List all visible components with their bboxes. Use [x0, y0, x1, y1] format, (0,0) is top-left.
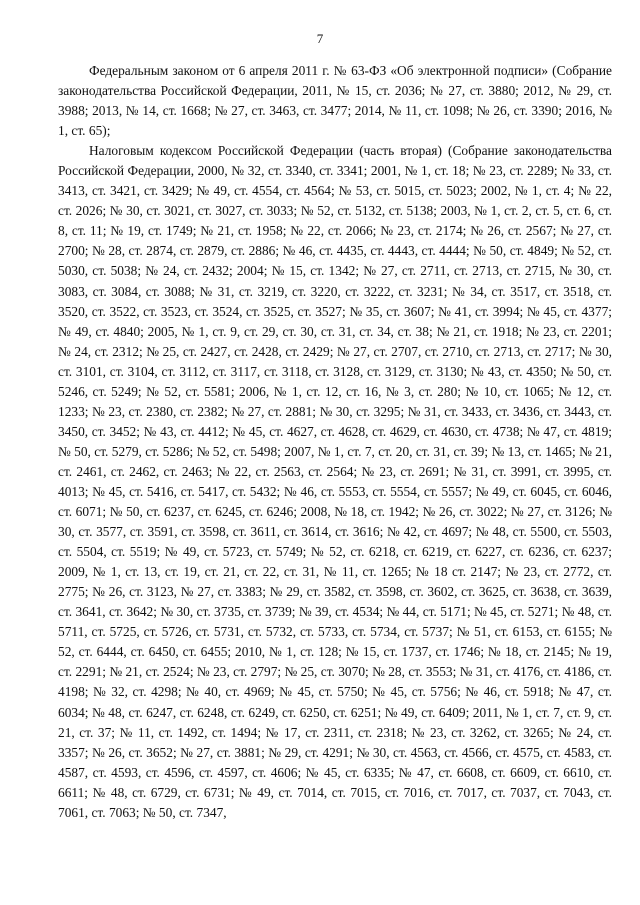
page-number: 7 [316, 31, 324, 46]
paragraph-electronic-signature-law: Федеральным законом от 6 апреля 2011 г. № 63-ФЗ «Об электронной подписи» (Собрание законодательства Российской Федерации, 2011, № 15, ст. 2036; № 27, ст. 3880; 2012, № 29, ст. 3988; 2013, № 14, ст. 1668; № 27, ст. 3463, ст. 3477; 2014, № 11, ст. 1098; № 26, ст. 3390; 2016, № 1, ст. 65); [58, 63, 612, 139]
document-body [58, 61, 612, 823]
paragraph-tax-code-part-two: Налоговым кодексом Российской Федерации (часть вторая) (Собрание законодательства Российской Федерации, 2000, № 32, ст. 3340, ст. 3341; 2001, № 1, ст. 18; № 23, ст. 2289; № 33, ст. 3413, ст. 3421, ст. 3429; № 49, ст. 4554, ст. 4564; № 53, ст. 5015, ст. 5023; 2002, № 1, ст. 4; № 22, ст. 2026; № 30, ст. 3021, ст. 3027, ст. 3033; № 52, ст. 5132, ст. 5138; 2003, № 1, ст. 2, ст. 5, ст. 6, ст. 8, ст. 11; № 19, ст. 1749; № 21, ст. 1958; № 22, ст. 2066; № 23, ст. 2174; № 26, ст. 2567; № 27, ст. 2700; № 28, ст. 2874, ст. 2879, ст. 2886; № 46, ст. 4435, ст. 4443, ст. 4444; № 50, ст. 4849; № 52, ст. 5030, ст. 5038; № 24, ст. 2432; 2004; № 15, ст. 1342; № 27, ст. 2711, ст. 2713, ст. 2715, № 30, ст. 3083, ст. 3084, ст. 3088; № 31, ст. 3219, ст. 3220, ст. 3222, ст. 3231; № 34, ст. 3517, ст. 3518, ст. 3520, ст. 3522, ст. 3523, ст. 3524, ст. 3525, ст. 3527; № 35, ст. 3607; № 41, ст. 3994; № 45, ст. 4377; № 49, ст. 4840; 2005, № 1, ст. 9, ст. 29, ст. 30, ст. 31, ст. 34, ст. 38; № 21, ст. 1918; № 23, ст. 2201; № 24, ст. 2312; № 25, ст. 2427, ст. 2428, ст. 2429; № 27, ст. 2707, ст. 2710, ст. 2713, ст. 2717; № 30, ст. 3101, ст. 3104, ст. 3112, ст. 3117, ст. 3118, ст. 3128, ст. 3129, ст. 3130; № 43, ст. 4350; № 50, ст. 5246, ст. 5249; № 52, ст. 5581; 2006, № 1, ст. 12, ст. 16, № 3, ст. 280; № 10, ст. 1065; № 12, ст. 1233; № 23, ст. 2380, ст. 2382; № 27, ст. 2881; № 30, ст. 3295; № 31, ст. 3433, ст. 3436, ст. 3443, ст. 3450, ст. 3452; № 43, ст. 4412; № 45, ст. 4627, ст. 4628, ст. 4629, ст. 4630, ст. 4738; № 47, ст. 4819; № 50, ст. 5279, ст. 5286; № 52, ст. 5498; 2007, № 1, ст. 7, ст. 20, ст. 31, ст. 39; № 13, ст. 1465; № 21, ст. 2461, ст. 2462, ст. 2463; № 22, ст. 2563, ст. 2564; № 23, ст. 2691; № 31, ст. 3991, ст. 3995, ст. 4013; № 45, ст. 5416, ст. 5417, ст. 5432; № 46, ст. 5553, ст. 5554, ст. 5557; № 49, ст. 6045, ст. 6046, ст. 6071; № 50, ст. 6237, ст. 6245, ст. 6246; 2008, № 18, ст. 1942; № 26, ст. 3022; № 27, ст. 3126; № 30, ст. 3577, ст. 3591, ст. 3598, ст. 3611, ст. 3614, ст. 3616; № 42, ст. 4697; № 48, ст. 5500, ст. 5503, ст. 5504, ст. 5519; № 49, ст. 5723, ст. 5749; № 52, ст. 6218, ст. 6219, ст. 6227, ст. 6236, ст. 6237; 2009, № 1, ст. 13, ст. 19, ст. 21, ст. 22, ст. 31, № 11, ст. 1265; № 18 ст. 2147; № 23, ст. 2772, ст. 2775; № 26, ст. 3123, № 27, ст. 3383; № 29, ст. 3582, ст. 3598, ст. 3602, ст. 3625, ст. 3638, ст. 3639, ст. 3641, ст. 3642; № 30, ст. 3735, ст. 3739; № 39, ст. 4534; № 44, ст. 5171; № 45, ст. 5271; № 48, ст. 5711, ст. 5725, ст. 5726, ст. 5731, ст. 5732, ст. 5733, ст. 5734, ст. 5737; № 51, ст. 6153, ст. 6155; № 52, ст. 6444, ст. 6450, ст. 6455; 2010, № 1, ст. 128; № 15, ст. 1737, ст. 1746; № 18, ст. 2145; № 19, ст. 2291; № 21, ст. 2524; № 23, ст. 2797; № 25, ст. 3070; № 28, ст. 3553; № 31, ст. 4176, ст. 4186, ст. 4198; № 32, ст. 4298; № 40, ст. 4969; № 45, ст. 5750; № 45, ст. 5756; № 46, ст. 5918; № 47, ст. 6034; № 48, ст. 6247, ст. 6248, ст. 6249, ст. 6250, ст. 6251; № 49, ст. 6409; 2011, № 1, ст. 7, ст. 9, ст. 21, ст. 37; № 11, ст. 1492, ст. 1494; № 17, ст. 2311, ст. 2318; № 23, ст. 3262, ст. 3265; № 24, ст. 3357; № 26, ст. 3652; № 27, ст. 3881; № 29, ст. 4291; № 30, ст. 4563, ст. 4566, ст. 4575, ст. 4583, ст. 4587, ст. 4593, ст. 4596, ст. 4597, ст. 4606; № 45, ст. 6335; № 47, ст. 6608, ст. 6609, ст. 6610, ст. 6611; № 48, ст. 6729, ст. 6731; № 49, ст. 7014, ст. 7015, ст. 7016, ст. 7017, ст. 7037, ст. 7043, ст. 7061, ст. 7063; № 50, ст. 7347, [58, 143, 612, 820]
